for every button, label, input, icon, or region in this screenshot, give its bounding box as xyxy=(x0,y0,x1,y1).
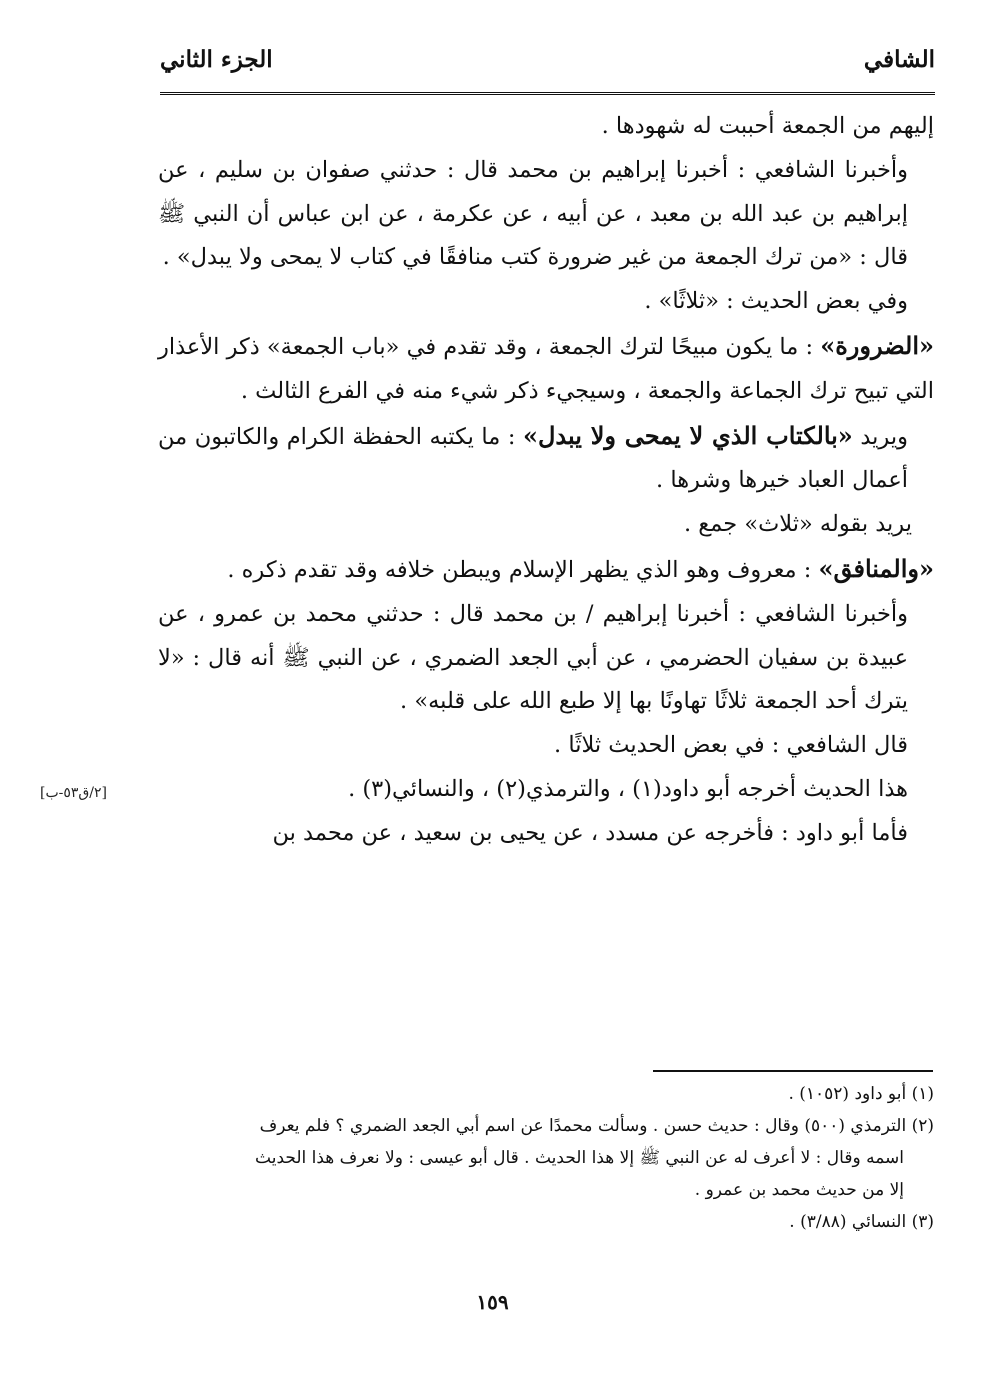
paragraph xyxy=(158,324,934,414)
footnotes xyxy=(158,1078,934,1238)
paragraph: إليهم من الجمعة أحببت له شهودها . xyxy=(601,113,934,139)
paragraph xyxy=(158,547,934,593)
footnote: (٣) النسائي (٣/٨٨) . xyxy=(789,1212,934,1232)
footnote-continued: إلا من حديث محمد بن عمرو . xyxy=(694,1180,904,1200)
paragraph-text: : ما يكون مبيحًا لترك الجمعة ، وقد تقدم في «باب الجمعة» ذكر الأعذار التي تبيح ترك الجماعة والجمعة ، وسيجيء ذكر شيء منه في الفرع الثالث . xyxy=(158,333,934,404)
paragraph: وفي بعض الحديث : «ثلاثًا» . xyxy=(644,288,908,315)
term-bold: «والمنافق» xyxy=(818,553,934,583)
paragraph-text: ويريد xyxy=(852,423,908,450)
running-header xyxy=(160,40,935,95)
footnote: (١) أبو داود (١٠٥٢) . xyxy=(788,1084,934,1104)
term-bold: «الضرورة» xyxy=(820,330,934,360)
paragraph xyxy=(158,414,934,504)
paragraph: هذا الحديث أخرجه أبو داود(١) ، والترمذي(٢) ، والنسائي(٣) . xyxy=(348,775,908,802)
footnote: (٢) الترمذي (٥٠٠) وقال : حديث حسن . وسألت محمدًا عن اسم أبي الجعد الضمري ؟ فلم يعرف xyxy=(259,1116,934,1136)
paragraph: فأما أبو داود : فأخرجه عن مسدد ، عن يحيى بن سعيد ، عن محمد بن xyxy=(272,819,908,846)
main-text xyxy=(158,105,934,856)
term-bold: «بالكتاب الذي لا يمحى ولا يبدل» xyxy=(522,420,853,450)
footnote-continued: اسمه وقال : لا أعرف له عن النبي ﷺ إلا هذا الحديث . قال أبو عيسى : ولا نعرف هذا الحديث xyxy=(255,1148,904,1168)
paragraph-text: : معروف وهو الذي يظهر الإسلام ويبطن خلافه وقد تقدم ذكره . xyxy=(227,556,819,583)
page-number: ١٥٩ xyxy=(476,1290,509,1314)
paragraph: قال الشافعي : في بعض الحديث ثلاثًا . xyxy=(554,732,908,759)
paragraph: وأخبرنا الشافعي : أخبرنا إبراهيم بن محمد قال : حدثني صفوان بن سليم ، عن إبراهيم بن عبد الله بن معبد ، عن أبيه ، عن عكرمة ، عن ابن عباس أن النبي ﷺ قال : «من ترك الجمعة من غير ضرورة كتب منافقًا في كتاب لا يمحى ولا يبدل» . xyxy=(158,156,908,271)
footnote-divider xyxy=(653,1070,933,1072)
paragraph-text: : ما يكتبه الحفظة الكرام والكاتبون من أعمال العباد خيرها وشرها . xyxy=(158,423,908,494)
paragraph: وأخبرنا الشافعي : أخبرنا إبراهيم / بن محمد قال : حدثني محمد بن عمرو ، عن عبيدة بن سفيان الحضرمي ، عن أبي الجعد الضمري ، عن النبي ﷺ أنه قال : «لا يترك أحد الجمعة ثلاثًا تهاونًا بها إلا طبع الله على قلبه» . xyxy=(158,600,908,715)
manuscript-folio-ref: [٢/ق٥٣-ب] xyxy=(40,785,108,801)
part-label: الجزء الثاني xyxy=(160,46,273,73)
paragraph: يريد بقوله «ثلاث» جمع . xyxy=(684,511,912,538)
book-title: الشافي xyxy=(863,46,935,73)
